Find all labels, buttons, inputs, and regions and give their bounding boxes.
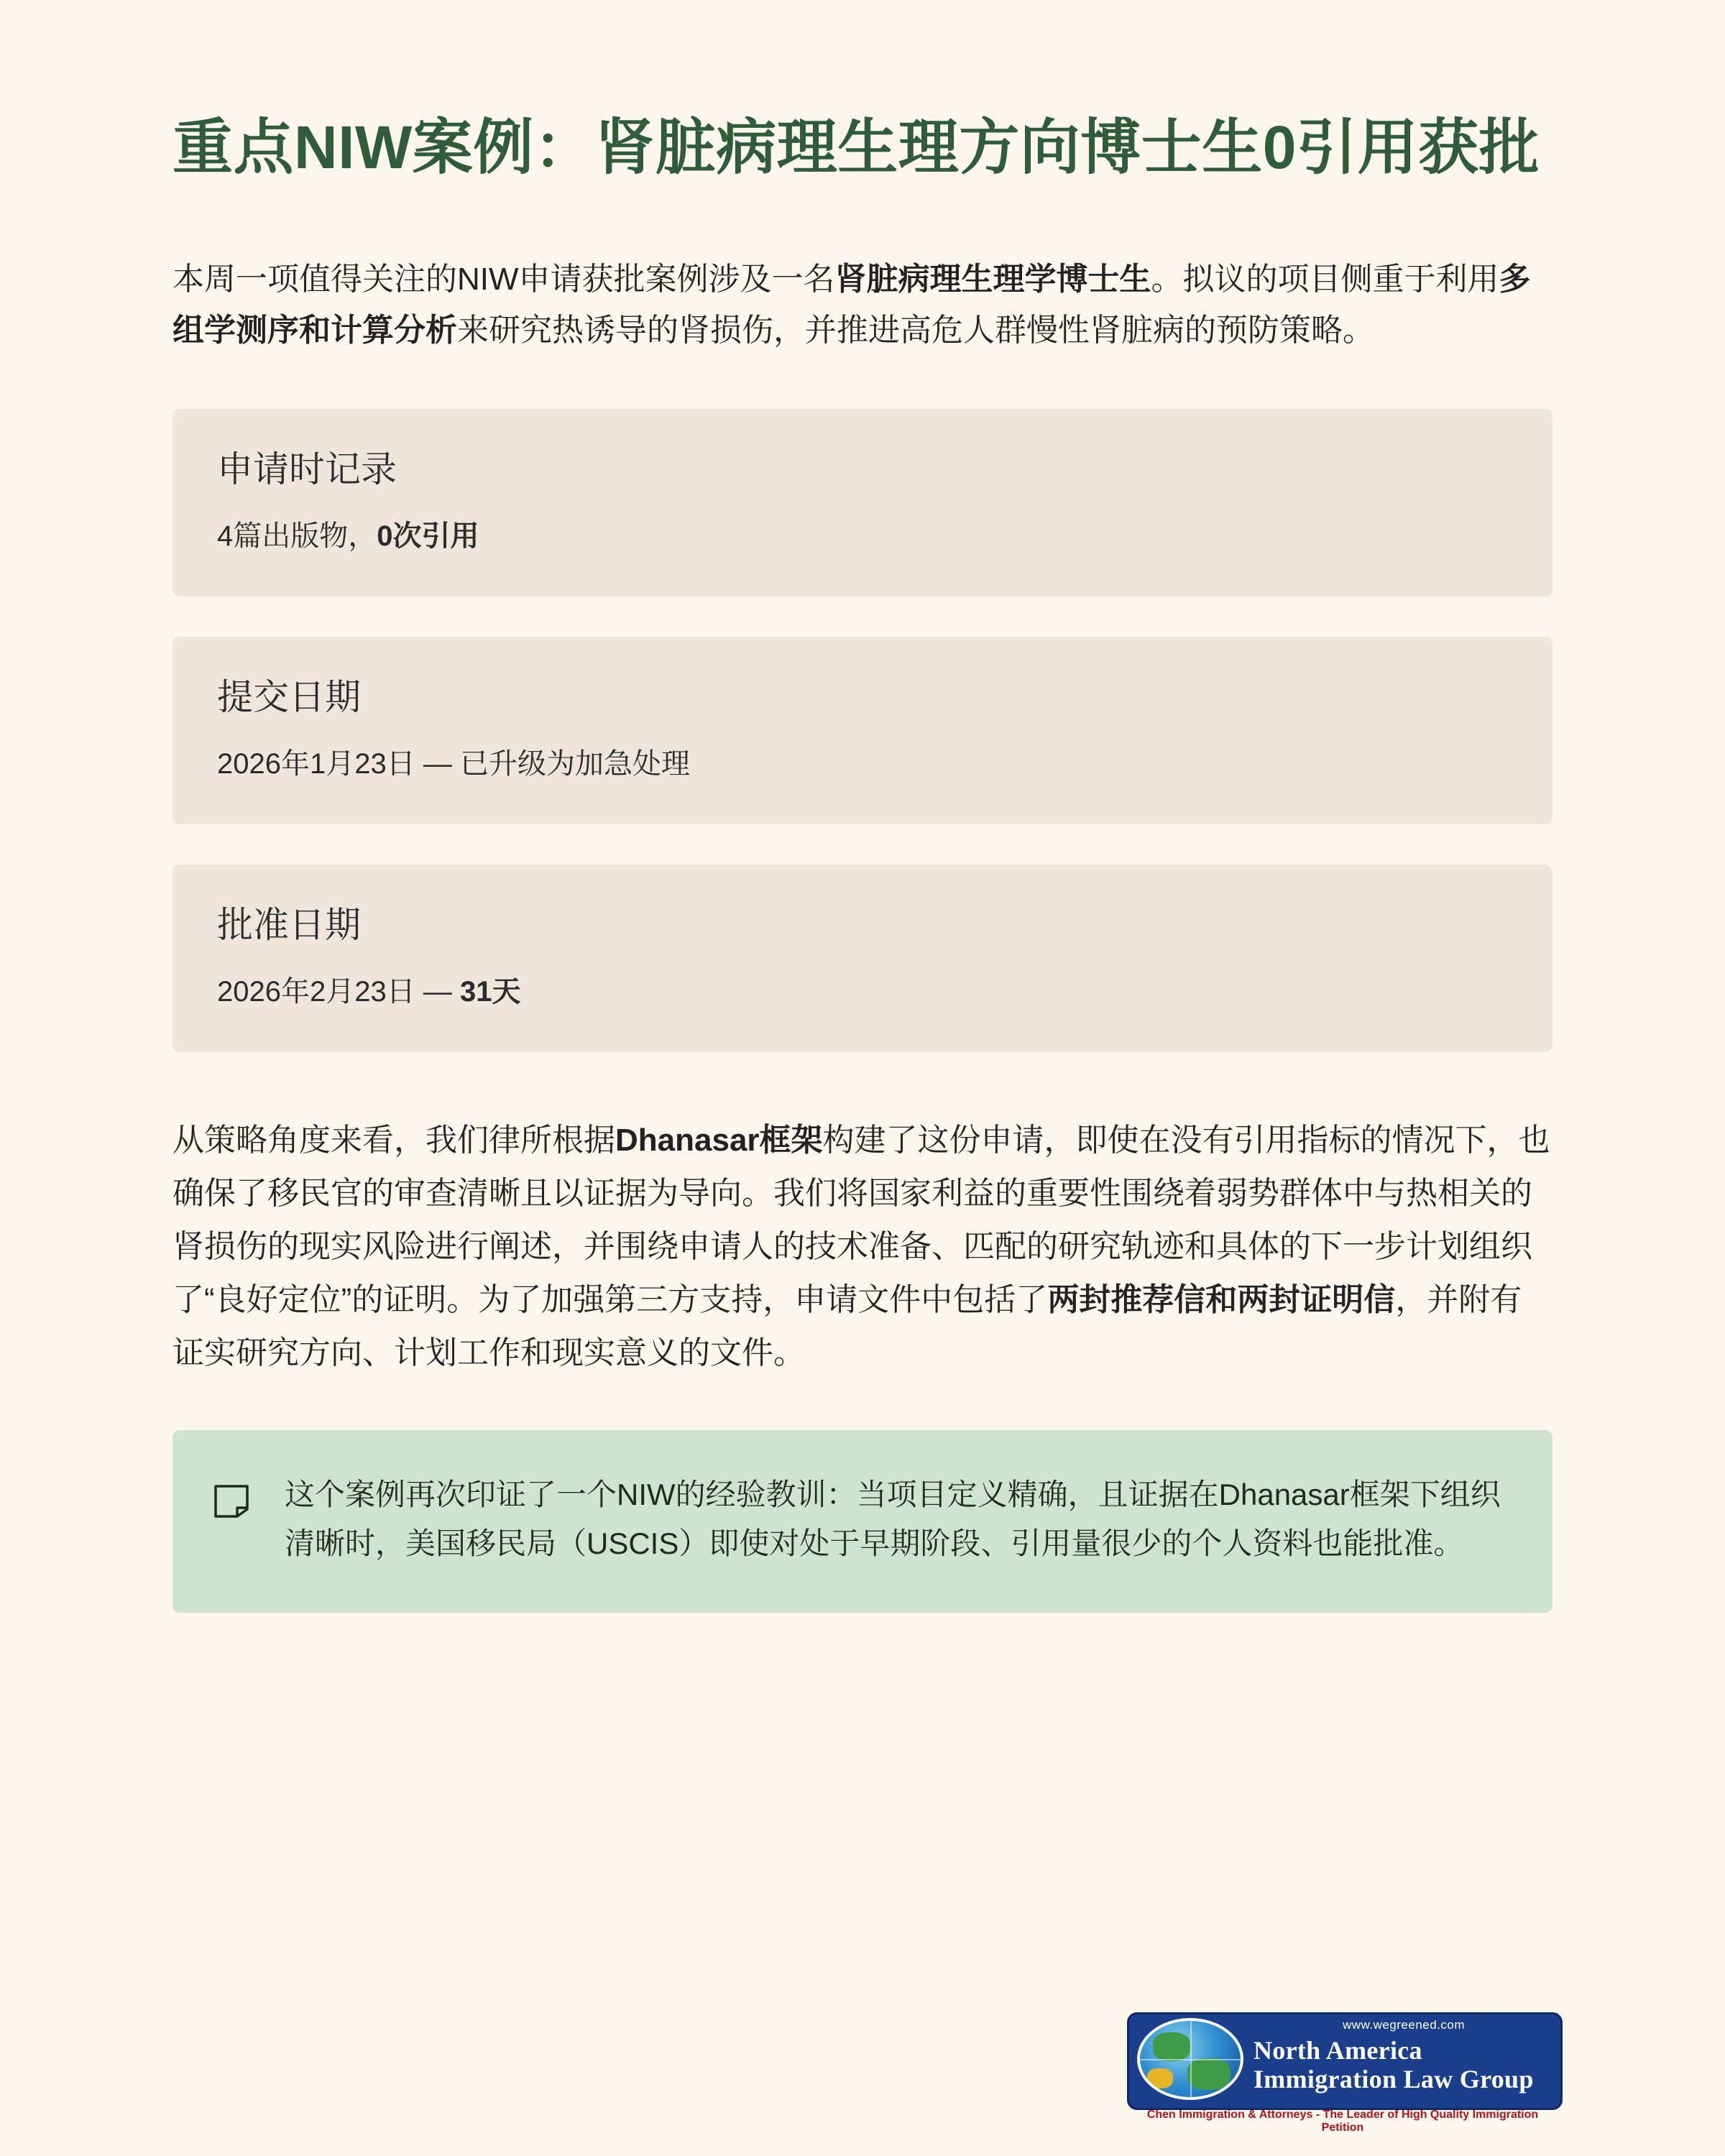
intro-text-1: 本周一项值得关注的NIW申请获批案例涉及一名 — [172, 261, 835, 297]
intro-text-3: 来研究热诱导的肾损伤，并推进高危人群慢性肾脏病的预防策略。 — [457, 313, 1374, 349]
intro-text-2: 。拟议的项目侧重于利用 — [1151, 261, 1499, 297]
note-icon — [213, 1482, 250, 1519]
body-text-2: 构建了这份申请，即使在没有引用指标的情况下，也确保了移民官的审查清晰且以证据为导向。我们将国家利益的重要性围绕着弱势群体中与热相关的肾损伤的现实风险进行阐述，并围绕申请人的技术准备、匹配的研究轨迹和具体的下一步计划组织了“良好定位”的证明。为了加强第三方支持，申请文件中包括了 — [172, 1123, 1550, 1318]
fact-card-record-at-filing — [172, 409, 1552, 596]
fact-card-approval-date — [172, 865, 1552, 1052]
intro-bold-1: 肾脏病理生理学博士生 — [834, 261, 1151, 297]
fact-value-prefix: 4篇出版物， — [217, 520, 377, 553]
organization-logo — [1127, 2012, 1558, 2134]
fact-card-filing-date — [172, 637, 1552, 824]
body-bold-1: Dhanasar框架 — [615, 1123, 823, 1158]
fact-label: 申请时记录 — [217, 449, 397, 490]
fact-label: 批准日期 — [217, 905, 361, 946]
logo-line-2: Immigration Law Group — [1254, 2065, 1534, 2093]
body-bold-2: 两封推荐信和两封证明信 — [1047, 1282, 1396, 1318]
logo-url: www.wegreened.com — [1342, 2018, 1466, 2032]
page-title: 重点NIW案例：肾脏病理生理方向博士生0引用获批 — [172, 114, 1540, 181]
fact-value-prefix: 2026年2月23日 — — [217, 976, 460, 1008]
fact-value-bold: 31天 — [459, 976, 521, 1008]
takeaway-callout — [172, 1430, 1552, 1613]
takeaway-text: 这个案例再次印证了一个NIW的经验教训：当项目定义精确，且证据在Dhanasar框架下组织清晰时，美国移民局（USCIS）即使对处于早期阶段、引用量很少的个人资料也能批准。 — [285, 1477, 1501, 1560]
intro-paragraph — [172, 254, 1552, 356]
fact-value-prefix: 2026年1月23日 — 已升级为加急处理 — [217, 748, 690, 780]
body-text-1: 从策略角度来看，我们律所根据 — [172, 1123, 615, 1158]
body-text-3: ，并附有证实研究方向、计划工作和现实意义的文件。 — [172, 1282, 1522, 1371]
fact-value — [217, 744, 1508, 784]
logo-line-1: North America — [1254, 2036, 1422, 2065]
intro-bold-2: 多组学测序和计算分析 — [172, 261, 1531, 349]
fact-label: 提交日期 — [217, 677, 361, 718]
logo-tagline: Chen Immigration & Attorneys - The Leader of High Quality Immigration Petition — [1146, 2109, 1539, 2134]
fact-value-bold: 0次引用 — [377, 520, 479, 553]
globe-icon — [1137, 2018, 1243, 2100]
fact-value — [217, 516, 1508, 556]
body-paragraph — [172, 1114, 1552, 1380]
fact-value — [217, 972, 1508, 1012]
